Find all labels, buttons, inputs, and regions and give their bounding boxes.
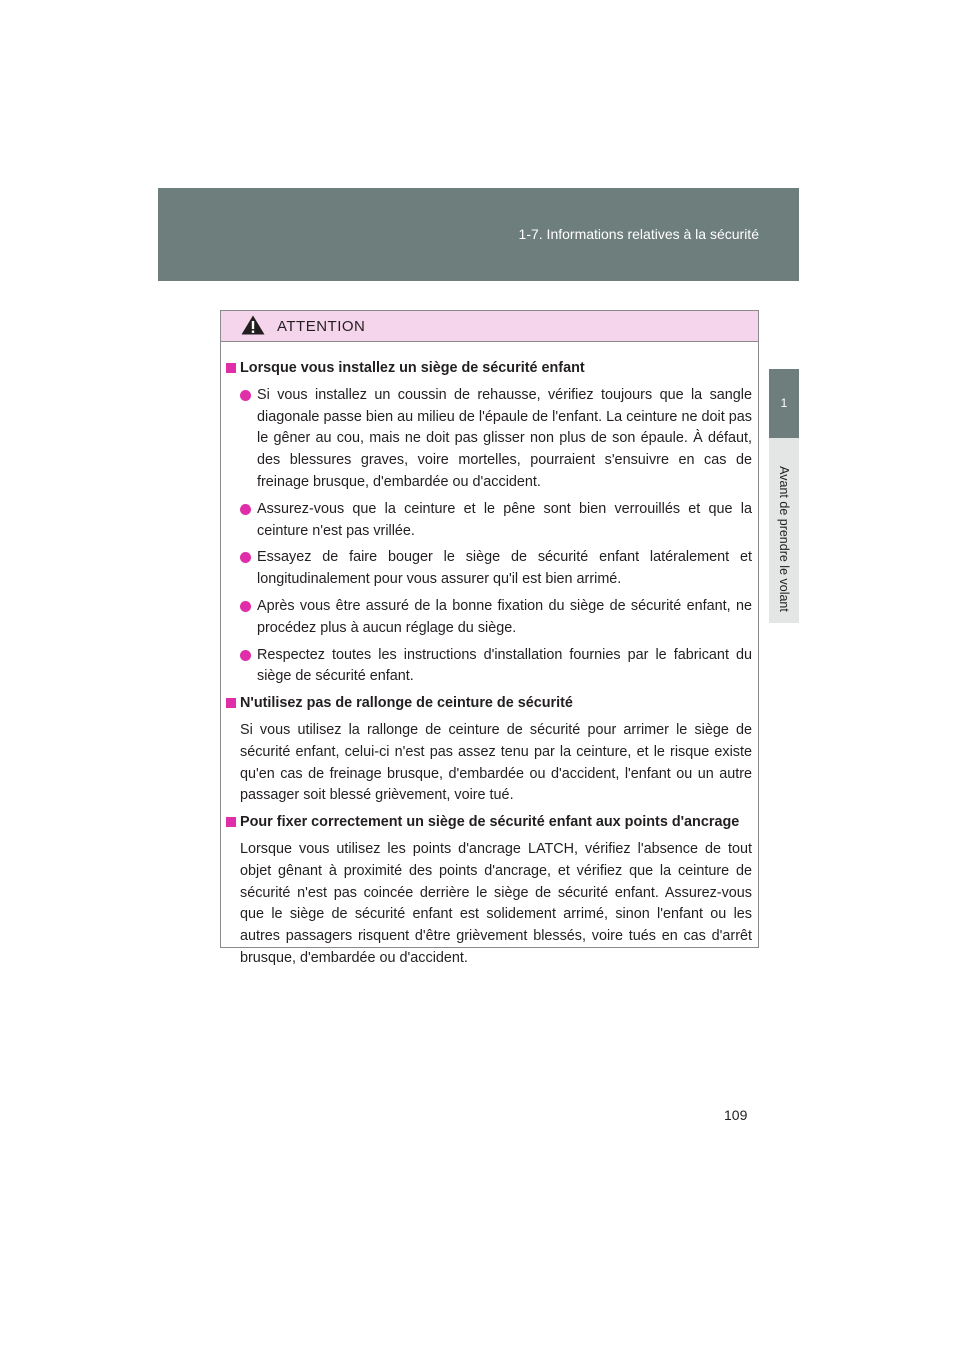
list-item: Assurez-vous que la ceinture et le pêne sont bien verrouillés et que la ceinture n'est pas vrillée. (226, 499, 752, 543)
square-bullet-icon (226, 363, 236, 373)
page-number: 109 (724, 1107, 748, 1123)
header-band (158, 188, 799, 281)
square-bullet-icon (226, 698, 236, 708)
list-item: Si vous installez un coussin de rehausse, vérifiez toujours que la sangle diagonale passe bien au milieu de l'épaule de l'enfant. La ceinture ne doit pas le gêner au cou, mais ne doit pas glisser non plus de son épaule. À défaut, des blessures graves, voire mortelles, pourraient s'ensuivre en cas de freinage brusque, d'embardée ou d'accident. (226, 385, 752, 494)
chapter-tab (769, 369, 799, 438)
square-bullet-icon (226, 817, 236, 827)
section-title: 1-7. Informations relatives à la sécurité (518, 226, 759, 242)
circle-bullet-icon (240, 390, 251, 401)
warning-box (220, 310, 759, 966)
section-paragraph: Si vous utilisez la rallonge de ceinture de sécurité pour arrimer le siège de sécurité enfant, celui-ci n'est pas assez tenu par la ceinture, et le risque existe qu'en cas de freinage brusque, d'embardée ou d'accident, l'enfant ou un autre passager soit blessé grièvement, voire tué. (240, 721, 752, 804)
warning-title: ATTENTION (277, 317, 366, 335)
list-item: Après vous être assuré de la bonne fixation du siège de sécurité enfant, ne procédez plus à aucun réglage du siège. (226, 596, 752, 640)
section-paragraph: Lorsque vous utilisez les points d'ancrage LATCH, vérifiez l'absence de tout objet gênant à proximité des points d'ancrage, et vérifiez que la ceinture de sécurité n'est pas coincée derrière le siège de sécurité enfant. Assurez-vous que le siège de sécurité enfant est solidement arrimé, sinon l'enfant ou les autres passagers risquent d'être grièvement blessés, voire tués en cas d'arrêt brusque, d'embardée ou d'accident. (240, 840, 752, 966)
section-heading: Lorsque vous installez un siège de sécurité enfant (226, 358, 752, 380)
section-heading: N'utilisez pas de rallonge de ceinture de sécurité (226, 693, 752, 715)
list-item: Respectez toutes les instructions d'installation fournies par le fabricant du siège de sécurité enfant. (226, 645, 752, 689)
circle-bullet-icon (240, 504, 251, 515)
circle-bullet-icon (240, 650, 251, 661)
chapter-label: Avant de prendre le volant (777, 466, 791, 612)
section-heading: Pour fixer correctement un siège de sécurité enfant aux points d'ancrage (226, 812, 752, 834)
warning-triangle-icon (241, 315, 265, 335)
warning-body (221, 342, 758, 970)
circle-bullet-icon (240, 601, 251, 612)
chapter-number: 1 (780, 396, 788, 410)
list-item: Essayez de faire bouger le siège de sécurité enfant latéralement et longitudinalement pour vous assurer qu'il est bien arrimé. (226, 547, 752, 591)
warning-header (221, 311, 758, 342)
circle-bullet-icon (240, 552, 251, 563)
